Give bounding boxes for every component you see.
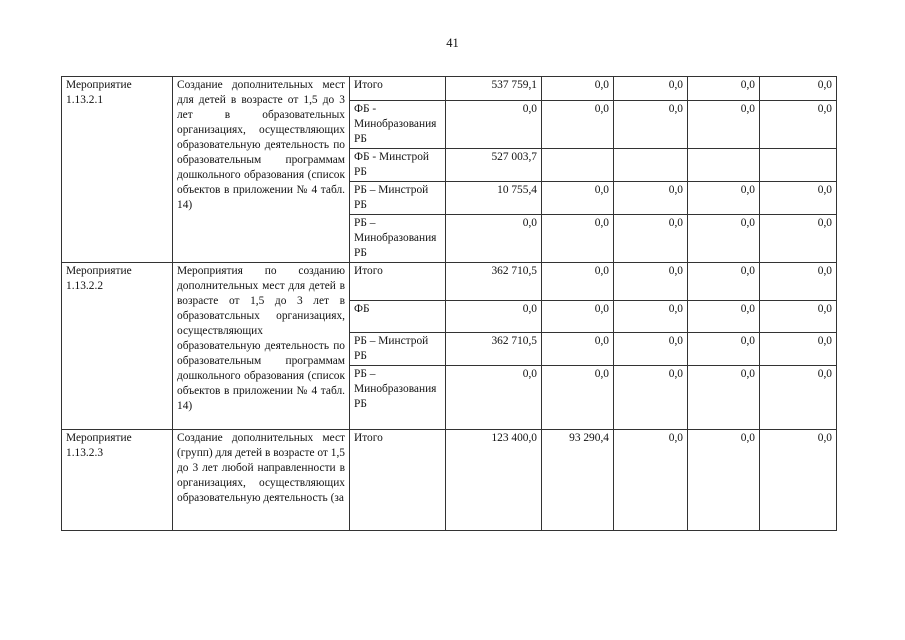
value-cell: 0,0 — [760, 215, 837, 263]
value-cell: 0,0 — [688, 215, 760, 263]
value-cell: 0,0 — [614, 301, 688, 333]
value-cell: 362 710,5 — [446, 263, 542, 301]
value-cell: 0,0 — [542, 263, 614, 301]
funding-source: РБ – Минстрой РБ — [350, 182, 446, 215]
value-cell: 527 003,7 — [446, 149, 542, 182]
funding-source: РБ – Минобразования РБ — [350, 215, 446, 263]
value-cell: 0,0 — [760, 77, 837, 101]
value-cell: 0,0 — [688, 182, 760, 215]
value-cell: 0,0 — [688, 301, 760, 333]
event-code: Мероприятие 1.13.2.2 — [62, 263, 173, 430]
value-cell: 0,0 — [446, 215, 542, 263]
value-cell: 0,0 — [542, 215, 614, 263]
value-cell: 0,0 — [688, 77, 760, 101]
value-cell: 537 759,1 — [446, 77, 542, 101]
value-cell — [542, 149, 614, 182]
value-cell: 0,0 — [446, 101, 542, 149]
value-cell: 0,0 — [688, 430, 760, 531]
budget-table — [61, 76, 837, 531]
table-row — [62, 77, 837, 101]
value-cell: 0,0 — [614, 333, 688, 366]
value-cell: 0,0 — [760, 301, 837, 333]
event-code: Мероприятие 1.13.2.1 — [62, 77, 173, 263]
value-cell: 0,0 — [542, 101, 614, 149]
value-cell: 0,0 — [614, 366, 688, 430]
value-cell: 0,0 — [614, 182, 688, 215]
value-cell: 0,0 — [446, 301, 542, 333]
value-cell: 0,0 — [688, 333, 760, 366]
event-description: Создание дополнительных мест (групп) для детей в возрасте от 1,5 до 3 лет любой направленности в организациях, осуществляющих образовательную деятельность (за — [173, 430, 350, 531]
value-cell: 0,0 — [760, 430, 837, 531]
value-cell: 362 710,5 — [446, 333, 542, 366]
funding-source: РБ – Минобразования РБ — [350, 366, 446, 430]
value-cell: 0,0 — [446, 366, 542, 430]
value-cell — [688, 149, 760, 182]
value-cell: 0,0 — [688, 366, 760, 430]
value-cell: 0,0 — [542, 333, 614, 366]
funding-source: ФБ - Минобразования РБ — [350, 101, 446, 149]
event-code: Мероприятие 1.13.2.3 — [62, 430, 173, 531]
funding-source: ФБ - Минстрой РБ — [350, 149, 446, 182]
value-cell — [760, 149, 837, 182]
event-description: Создание дополнительных мест для детей в возрасте от 1,5 до 3 лет в образовательных организациях, осуществляющих образовательную деятельность по образовательным программам дошкольного образования (список объектов в приложении № 4 табл. 14) — [173, 77, 350, 263]
value-cell: 0,0 — [542, 77, 614, 101]
funding-source: РБ – Минстрой РБ — [350, 333, 446, 366]
value-cell: 93 290,4 — [542, 430, 614, 531]
value-cell: 0,0 — [760, 182, 837, 215]
table-row — [62, 430, 837, 531]
value-cell: 0,0 — [688, 101, 760, 149]
value-cell: 0,0 — [688, 263, 760, 301]
value-cell: 0,0 — [542, 301, 614, 333]
value-cell: 0,0 — [614, 101, 688, 149]
funding-source: Итого — [350, 430, 446, 531]
value-cell: 0,0 — [760, 101, 837, 149]
value-cell: 0,0 — [614, 430, 688, 531]
value-cell: 0,0 — [614, 77, 688, 101]
value-cell: 0,0 — [542, 182, 614, 215]
value-cell: 0,0 — [760, 263, 837, 301]
value-cell: 0,0 — [760, 333, 837, 366]
page-number: 41 — [446, 36, 459, 50]
value-cell: 0,0 — [542, 366, 614, 430]
value-cell: 0,0 — [614, 263, 688, 301]
table-row — [62, 263, 837, 301]
value-cell: 0,0 — [760, 366, 837, 430]
funding-source: Итого — [350, 77, 446, 101]
value-cell: 0,0 — [614, 215, 688, 263]
event-description: Мероприятия по созданию дополнительных мест для детей в возрасте от 1,5 до 3 лет в образоватсльных организациях, осуществляющих образовательную деятельность по образовательным программам дошкольного образования (список объектов в приложении № 4 табл. 14) — [173, 263, 350, 430]
value-cell — [614, 149, 688, 182]
value-cell: 123 400,0 — [446, 430, 542, 531]
funding-source: Итого — [350, 263, 446, 301]
funding-source: ФБ — [350, 301, 446, 333]
value-cell: 10 755,4 — [446, 182, 542, 215]
